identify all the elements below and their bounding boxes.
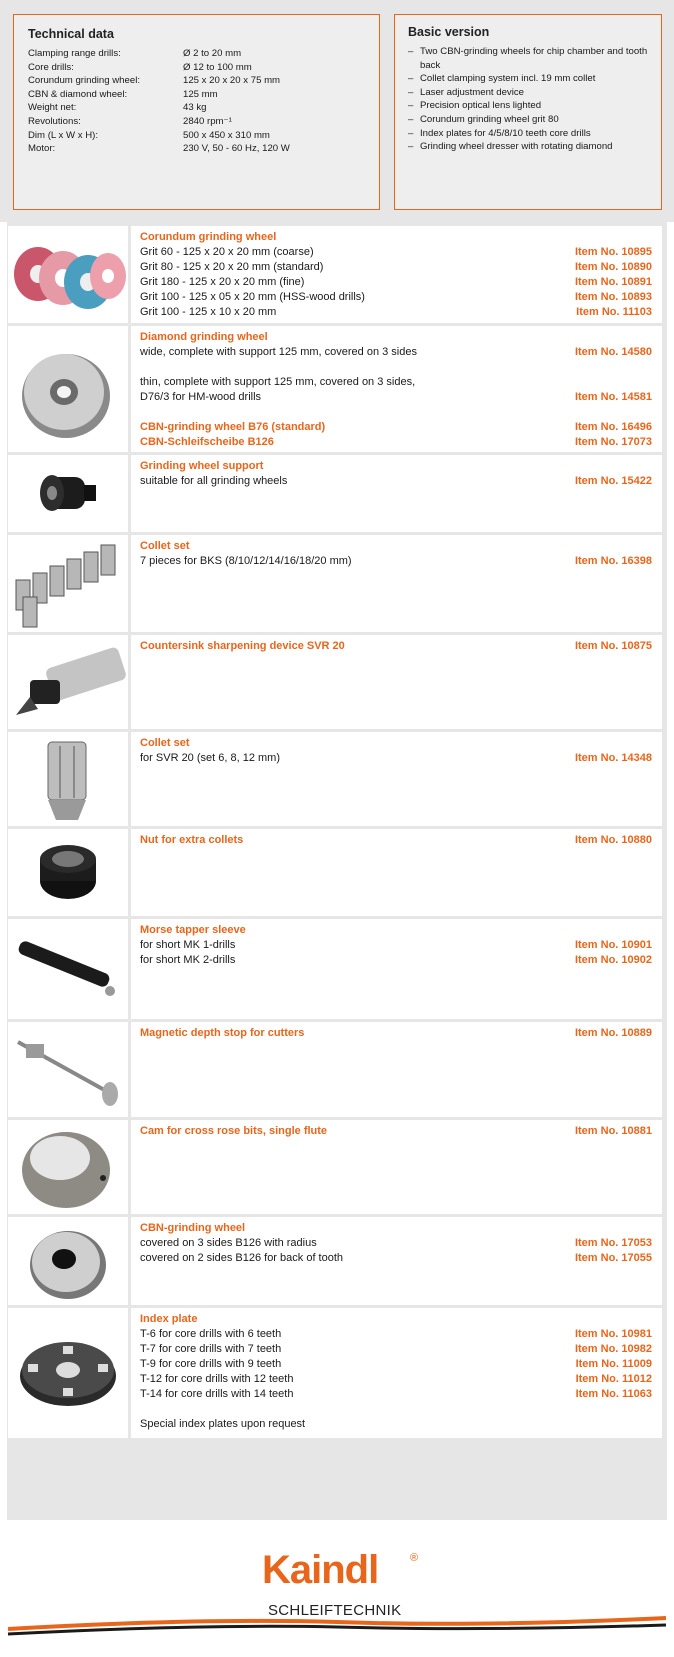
product-title-line — [140, 230, 652, 245]
spacer — [140, 360, 652, 375]
product-title-line — [140, 833, 652, 848]
product-title: CBN-grinding wheel — [140, 1222, 246, 1234]
item-number: Item No. 17073 — [574, 436, 652, 448]
item-number: Item No. 14581 — [574, 391, 652, 403]
product-variant-line — [140, 1251, 652, 1266]
product-title-line — [140, 639, 652, 654]
product-row — [8, 635, 662, 729]
variant-description: Grit 100 - 125 x 05 x 20 mm (HSS-wood drills) — [140, 291, 365, 303]
tech-row — [28, 129, 365, 143]
product-row — [8, 732, 662, 826]
technical-data-title: Technical data — [28, 27, 114, 41]
tech-row — [28, 74, 365, 88]
variant-description: CBN-grinding wheel B76 (standard) — [140, 421, 326, 433]
variant-description: T-6 for core drills with 6 teeth — [140, 1328, 282, 1340]
tech-row — [28, 88, 365, 102]
index-plate-icon — [8, 1308, 128, 1438]
product-title-line — [140, 1124, 652, 1139]
variant-description: for short MK 1-drills — [140, 939, 236, 951]
item-number: Item No. 10875 — [574, 640, 652, 652]
variant-description: covered on 2 sides B126 for back of tooth — [140, 1252, 344, 1264]
product-row — [8, 1120, 662, 1214]
product-title: Diamond grinding wheel — [140, 331, 268, 343]
cam-ring-icon — [8, 1120, 128, 1214]
item-number: Item No. 10902 — [574, 954, 652, 966]
item-number: Item No. 10982 — [574, 1343, 652, 1355]
tech-label: Motor: — [28, 143, 56, 155]
basic-feature: – Corundum grinding wheel grit 80 — [408, 113, 648, 127]
product-row — [8, 1217, 662, 1305]
product-row — [8, 535, 662, 632]
tech-label: Revolutions: — [28, 115, 81, 127]
tech-row — [28, 101, 365, 115]
collet-nut-icon — [8, 829, 128, 916]
collet-icon — [8, 732, 128, 826]
variant-description: for short MK 2-drills — [140, 954, 236, 966]
product-row — [8, 1022, 662, 1117]
variant-description: Grit 60 - 125 x 20 x 20 mm (coarse) — [140, 246, 314, 258]
depth-stop-icon — [8, 1022, 128, 1117]
product-title-line — [140, 459, 652, 474]
product-row — [8, 919, 662, 1019]
product-variant-line — [140, 1342, 652, 1357]
basic-feature: – Laser adjustment device — [408, 86, 648, 100]
tech-value: 43 kg — [183, 102, 207, 114]
product-details — [131, 732, 662, 826]
item-number: Item No. 11009 — [575, 1358, 652, 1370]
tech-label: Weight net: — [28, 102, 77, 114]
product-variant-line — [140, 1417, 652, 1432]
item-number: Item No. 10880 — [574, 834, 652, 846]
item-number: Item No. 10889 — [574, 1027, 652, 1039]
item-number: Item No. 10890 — [574, 261, 652, 273]
product-variant-line — [140, 554, 652, 569]
tech-row — [28, 142, 365, 156]
product-title: Index plate — [140, 1313, 198, 1325]
product-details — [131, 635, 662, 729]
tech-value: Ø 2 to 20 mm — [183, 48, 242, 59]
item-number: Item No. 15422 — [574, 475, 652, 487]
product-variant-line — [140, 751, 652, 766]
product-details — [131, 919, 662, 1019]
product-details — [131, 1022, 662, 1117]
tech-value: 500 x 450 x 310 mm — [183, 129, 270, 141]
basic-version-list — [408, 45, 648, 154]
product-variant-line — [140, 260, 652, 275]
variant-description: covered on 3 sides B126 with radius — [140, 1237, 317, 1249]
variant-description: T-9 for core drills with 9 teeth — [140, 1358, 282, 1370]
item-number: Item No. 17055 — [574, 1252, 652, 1264]
basic-feature: – Two CBN-grinding wheels for chip chamber and tooth back — [408, 45, 648, 72]
product-details — [131, 1217, 662, 1305]
product-title: Grinding wheel support — [140, 460, 264, 472]
product-row — [8, 455, 662, 532]
product-title-line — [140, 1221, 652, 1236]
variant-description: Grit 80 - 125 x 20 x 20 mm (standard) — [140, 261, 324, 273]
variant-description: Grit 100 - 125 x 10 x 20 mm — [140, 306, 277, 318]
product-title-line — [140, 1026, 652, 1041]
variant-description: T-14 for core drills with 14 teeth — [140, 1388, 294, 1400]
tech-value: Ø 12 to 100 mm — [183, 61, 252, 73]
product-title-line — [140, 736, 652, 751]
product-title: Cam for cross rose bits, single flute — [140, 1125, 328, 1137]
product-title-line — [140, 1312, 652, 1327]
basic-feature: – Index plates for 4/5/8/10 teeth core drills — [408, 127, 648, 141]
product-details — [131, 829, 662, 916]
product-variant-line — [140, 1357, 652, 1372]
tech-label: CBN & diamond wheel: — [28, 88, 128, 100]
basic-feature: – Grinding wheel dresser with rotating diamond — [408, 140, 648, 154]
variant-description: wide, complete with support 125 mm, covered on 3 sides — [140, 346, 417, 358]
technical-data-box — [13, 14, 380, 210]
variant-description: 7 pieces for BKS (8/10/12/14/16/18/20 mm) — [140, 555, 352, 567]
tech-value: 125 mm — [183, 88, 218, 100]
variant-description: for SVR 20 (set 6, 8, 12 mm) — [140, 752, 280, 764]
morse-sleeve-icon — [8, 919, 128, 1019]
product-details — [131, 535, 662, 632]
product-variant-line — [140, 275, 652, 290]
product-title: Nut for extra collets — [140, 834, 244, 846]
product-variant-line — [140, 1372, 652, 1387]
header-band — [0, 0, 674, 222]
tech-row — [28, 61, 365, 75]
technical-data-list — [28, 47, 365, 156]
product-variant-line — [140, 245, 652, 260]
product-variant-line — [140, 938, 652, 953]
product-details — [131, 326, 662, 452]
item-number: Item No. 10981 — [574, 1328, 652, 1340]
item-number: Item No. 10895 — [574, 246, 652, 258]
grinding-wheels-icon — [8, 226, 128, 323]
product-title: Magnetic depth stop for cutters — [140, 1027, 305, 1039]
basic-version-box — [394, 14, 662, 210]
variant-description: T-7 for core drills with 7 teeth — [140, 1343, 282, 1355]
product-row — [8, 226, 662, 323]
product-variant-line — [140, 1327, 652, 1342]
product-variant-line — [140, 290, 652, 305]
basic-version-title: Basic version — [408, 25, 490, 39]
product-title: Collet set — [140, 540, 190, 552]
product-variant-line — [140, 345, 652, 360]
collet-set-icon — [8, 535, 128, 632]
tech-value: 125 x 20 x 20 x 75 mm — [183, 75, 281, 87]
product-variant-line — [140, 953, 652, 968]
spacer — [140, 405, 652, 420]
basic-feature: – Precision optical lens lighted — [408, 99, 648, 113]
product-variant-line — [140, 375, 652, 390]
brand-logo — [0, 1530, 674, 1657]
product-details — [131, 226, 662, 323]
cbn-wheel-icon — [8, 1217, 128, 1305]
product-title-line — [140, 539, 652, 554]
item-number: Item No. 16496 — [574, 421, 652, 433]
item-number: Item No. 10891 — [574, 276, 652, 288]
item-number: Item No. 10893 — [574, 291, 652, 303]
product-variant-line — [140, 1387, 652, 1402]
diamond-wheel-icon — [8, 326, 128, 452]
product-title: Countersink sharpening device SVR 20 — [140, 640, 345, 652]
basic-feature: – Collet clamping system incl. 19 mm collet — [408, 72, 648, 86]
logo-wordmark: Kaindl — [262, 1548, 379, 1592]
tech-label: Corundum grinding wheel: — [28, 75, 140, 87]
item-number: Item No. 17053 — [574, 1237, 652, 1249]
item-number: Item No. 14348 — [574, 752, 652, 764]
tech-value: 230 V, 50 - 60 Hz, 120 W — [183, 143, 290, 155]
tech-value: 2840 rpm⁻¹ — [183, 115, 232, 127]
variant-description: suitable for all grinding wheels — [140, 475, 288, 487]
product-title: Collet set — [140, 737, 190, 749]
tech-row — [28, 115, 365, 129]
variant-description: Special index plates upon request — [140, 1418, 306, 1430]
product-variant-line — [140, 474, 652, 489]
countersink-device-icon — [8, 635, 128, 729]
product-variant-line — [140, 420, 652, 435]
spacer — [140, 1402, 652, 1417]
item-number: Item No. 14580 — [574, 346, 652, 358]
item-number: Item No. 11012 — [575, 1373, 652, 1385]
logo-subtitle: SCHLEIFTECHNIK — [268, 1602, 402, 1619]
wheel-support-icon — [8, 455, 128, 532]
variant-description: thin, complete with support 125 mm, covered on 3 sides, — [140, 376, 416, 388]
item-number: Item No. 11103 — [576, 306, 652, 318]
variant-description: Grit 180 - 125 x 20 x 20 mm (fine) — [140, 276, 305, 288]
variant-description: T-12 for core drills with 12 teeth — [140, 1373, 294, 1385]
product-title: Morse tapper sleeve — [140, 924, 246, 936]
tech-label: Dim (L x W x H): — [28, 129, 98, 141]
product-title-line — [140, 330, 652, 345]
product-variant-line — [140, 1236, 652, 1251]
logo-registered-mark: ® — [410, 1552, 419, 1564]
product-variant-line — [140, 390, 652, 405]
item-number: Item No. 16398 — [574, 555, 652, 567]
tech-row — [28, 47, 365, 61]
tech-label: Core drills: — [28, 61, 74, 73]
product-variant-line — [140, 435, 652, 450]
item-number: Item No. 10881 — [574, 1125, 652, 1137]
product-details — [131, 1120, 662, 1214]
product-title-line — [140, 923, 652, 938]
item-number: Item No. 10901 — [574, 939, 652, 951]
product-variant-line — [140, 305, 652, 320]
product-row — [8, 326, 662, 452]
variant-description: D76/3 for HM-wood drills — [140, 391, 262, 403]
variant-description: CBN-Schleifscheibe B126 — [140, 436, 274, 448]
tech-label: Clamping range drills: — [28, 48, 121, 59]
product-title: Corundum grinding wheel — [140, 231, 277, 243]
product-row — [8, 829, 662, 916]
product-row — [8, 1308, 662, 1438]
product-details — [131, 1308, 662, 1438]
item-number: Item No. 11063 — [575, 1388, 652, 1400]
product-details — [131, 455, 662, 532]
